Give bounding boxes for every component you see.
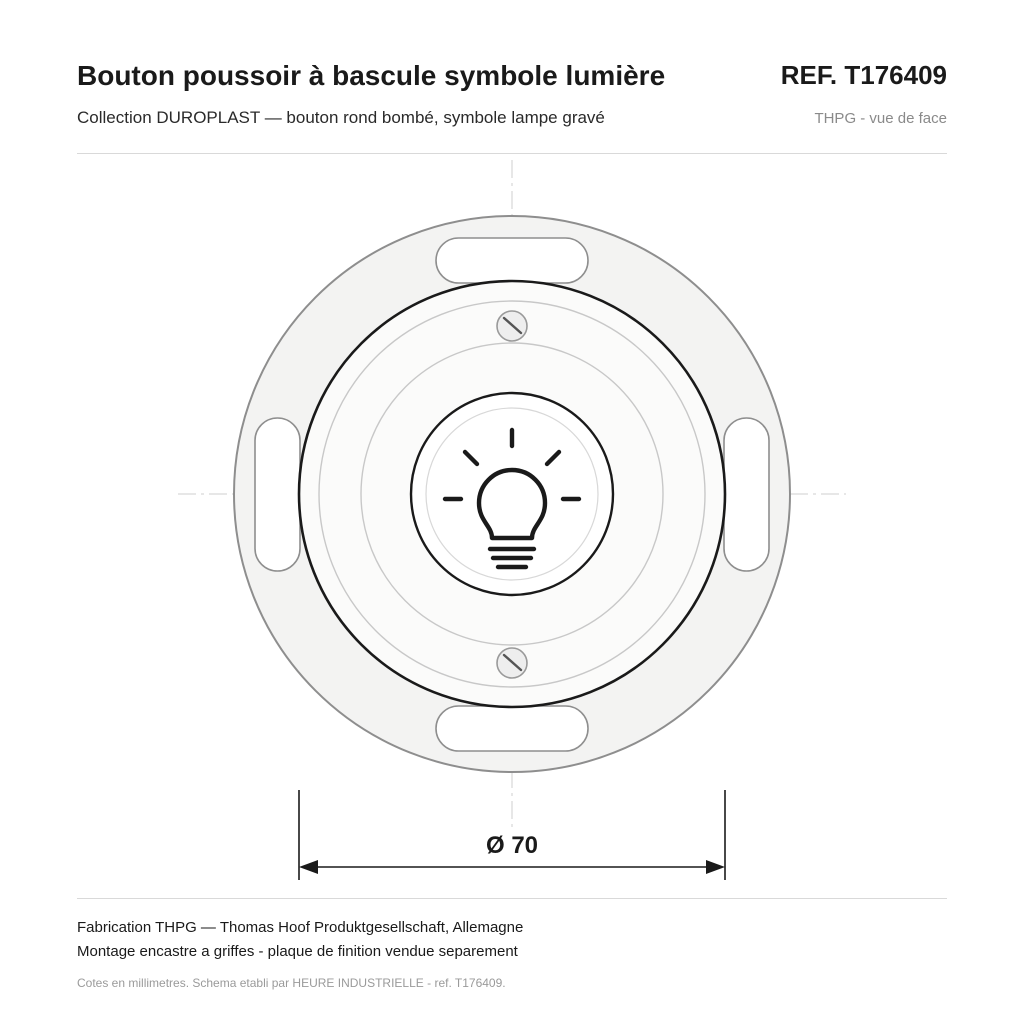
slot-left <box>255 418 300 571</box>
slot-right <box>724 418 769 571</box>
footer-mounting: Montage encastre a griffes - plaque de finition vendue separement <box>77 943 518 960</box>
push-button <box>411 393 613 595</box>
dimension-arrow-right <box>706 860 725 874</box>
slot-bottom <box>436 706 588 751</box>
slot-top <box>436 238 588 283</box>
screw-bottom <box>497 648 527 678</box>
page-subtitle: Collection DUROPLAST — bouton rond bombé, symbole lampe gravé <box>77 108 605 127</box>
footer-divider <box>77 898 947 899</box>
dimension-label: Ø 70 <box>485 832 539 859</box>
page-title: Bouton poussoir à bascule symbole lumière <box>77 60 666 91</box>
screw-top <box>497 311 527 341</box>
reference-number: REF. T176409 <box>780 60 947 90</box>
footer-maker: Fabrication THPG — Thomas Hoof Produktgesellschaft, Allemagne <box>77 919 524 936</box>
dimension-arrow-left <box>299 860 318 874</box>
view-label: THPG - vue de face <box>814 110 947 127</box>
footer-note: Cotes en millimetres. Schema etabli par HEURE INDUSTRIELLE - ref. T176409. <box>77 976 506 990</box>
